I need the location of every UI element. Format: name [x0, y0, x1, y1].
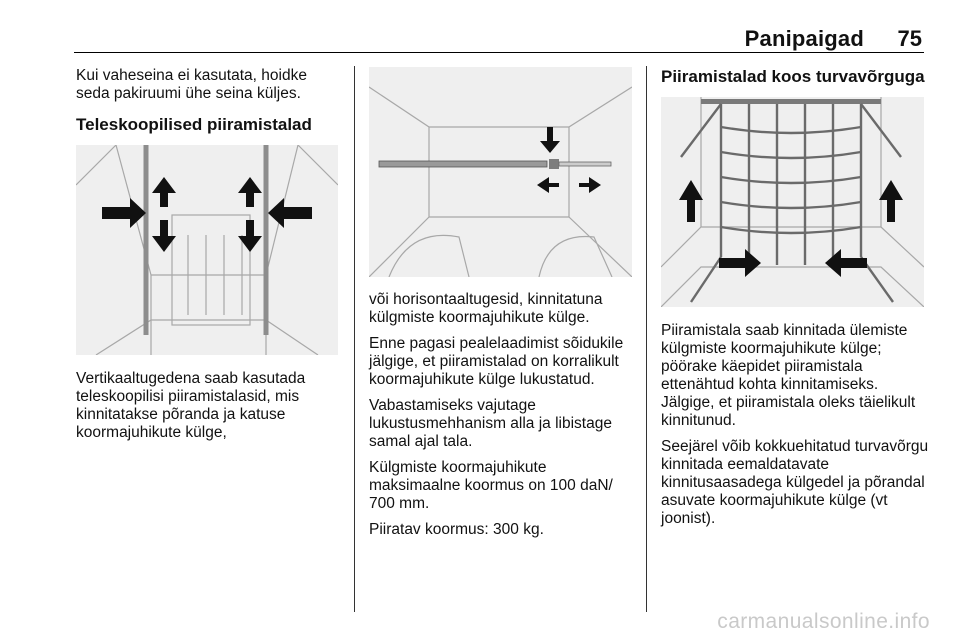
- section-title: Panipaigad: [744, 26, 864, 51]
- column-3-top: [661, 67, 931, 87]
- intro-paragraph: Kui vaheseina ei kasutata, hoidke seda pakiruumi ühe seina küljes.: [76, 67, 307, 102]
- figure-safety-net-illustration: [661, 97, 924, 307]
- arrow-up-icon: [679, 180, 703, 222]
- column-1-lower: [76, 370, 344, 450]
- figure-safety-net: [661, 97, 924, 307]
- section-heading-telescopic: Teleskoopilised piiramistalad: [76, 115, 312, 134]
- page-header: [0, 0, 960, 50]
- figure-vertical-bars-illustration: [76, 145, 338, 355]
- arrow-right-icon: [579, 177, 601, 193]
- header-divider: [74, 52, 924, 53]
- watermark: carmanualsonline.info: [717, 610, 930, 633]
- column-divider-1: [354, 66, 355, 612]
- arrow-left-icon: [268, 198, 312, 228]
- arrow-left-icon: [537, 177, 559, 193]
- arrow-down-icon: [540, 127, 560, 153]
- safety-net-bar-paragraph: Piiramistala saab kinnitada ülemiste külgmiste koormajuhikute külge; pöörake käepidet piiramistala ettenähtud kohta kinnitamiseks. Jälgige, et piiramistala oleks täielikult kinnitunud.: [661, 322, 916, 429]
- safety-net-attach-paragraph: Seejärel võib kokkuehitatud turvavõrgu kinnitada eemaldatavate kinnitusaasadega külgedel ja põrandal asuvate koormajuhikute külge (vt joonist).: [661, 438, 929, 527]
- column-divider-2: [646, 66, 647, 612]
- arrow-up-icon: [152, 177, 176, 207]
- max-load-paragraph: Külgmiste koormajuhikute maksimaalne koormus on 100 daN/ 700 mm.: [369, 459, 613, 512]
- column-3: [661, 322, 933, 536]
- arrow-up-icon-2: [238, 177, 262, 207]
- page-number: 75: [897, 26, 922, 51]
- arrow-right-icon: [719, 249, 761, 277]
- column-2: [369, 291, 641, 547]
- vertical-support-paragraph: Vertikaaltugedena saab kasutada teleskoopilisi piiramistalasid, mis kinnitatakse põranda ja katuse koormajuhikute külge,: [76, 370, 306, 441]
- column-1: [76, 67, 344, 135]
- figure-vertical-bars: [76, 145, 338, 355]
- figure-horizontal-bar-illustration: [369, 67, 632, 277]
- arrow-up-icon-2: [879, 180, 903, 222]
- arrow-right-icon: [102, 198, 146, 228]
- horizontal-support-paragraph: või horisontaaltugesid, kinnitatuna külgmiste koormajuhikute külge.: [369, 291, 603, 326]
- release-paragraph: Vabastamiseks vajutage lukustusmehhanism alla ja libistage samal ajal tala.: [369, 397, 612, 450]
- section-heading-safety-net: Piiramistalad koos turvavõrguga: [661, 67, 925, 86]
- lock-check-paragraph: Enne pagasi pealelaadimist sõidukile jälgige, et piiramistalad on korralikult koormajuhikute külge lukustatud.: [369, 335, 624, 388]
- restrained-load-paragraph: Piiratav koormus: 300 kg.: [369, 521, 544, 538]
- figure-horizontal-bar: [369, 67, 632, 277]
